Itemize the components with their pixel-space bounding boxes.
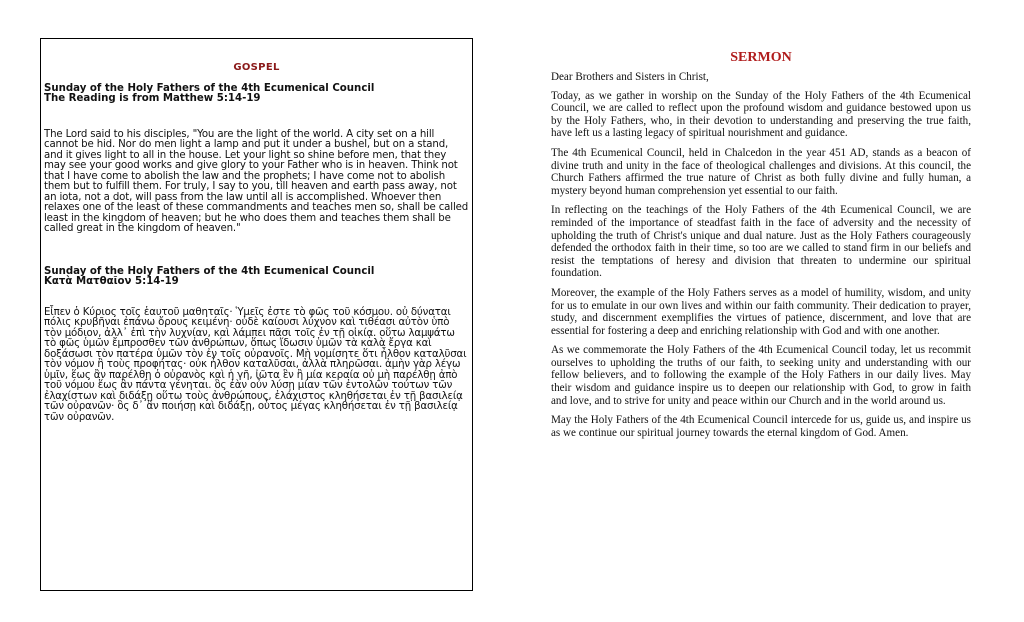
gospel-panel (40, 38, 473, 591)
sermon-salutation: Dear Brothers and Sisters in Christ, (551, 71, 709, 83)
sermon-paragraph: As we commemorate the Holy Fathers of the 4th Ecumenical Council today, let us recommit ourselves to upholding the truths of our faith, to seeking unity and understanding with our fellow believers, and to following the example of the Holy Fathers in our daily lives. May their wisdom and guidance inspire us to deepen our relationship with God, to grow in faith and love, and to strive for unity and peace within our Church and in the world around us. (551, 344, 971, 407)
sermon-paragraph: Moreover, the example of the Holy Fathers serves as a model of humility, wisdom, and unity for us to emulate in our own lives and within our faith community. Their dedication to prayer, study, and discernment exemplifies the virtues of patience, discernment, and love that are essential for fostering a deep and enriching relationship with God and with one another. (551, 286, 971, 337)
sermon-paragraph: In reflecting on the teachings of the Holy Fathers of the 4th Ecumenical Council, we are reminded of the importance of steadfast faith in the face of adversity and the necessity of upholding the truth of Christ's unique and dual nature. Just as the Holy Fathers courageously defended the orthodox faith in their time, so too are we called to stand firm in our beliefs and resist the temptations of heresy and division that threaten to undermine our spiritual foundation. (551, 204, 971, 280)
sermon-paragraph: The 4th Ecumenical Council, held in Chalcedon in the year 451 AD, stands as a beacon of divine truth and unity in the face of theological challenges and divisions. At this council, the Church Fathers affirmed the true nature of Christ as both fully divine and fully human, a mystery beyond human comprehension yet essential to our faith. (551, 146, 971, 197)
gospel-title: GOSPEL (233, 62, 280, 73)
sermon-title: SERMON (730, 50, 792, 65)
gospel-english-heading-line2: The Reading is from Matthew 5:14-19 (44, 93, 261, 104)
gospel-greek-heading-line2: Κατὰ Ματθαῖον 5:14-19 (44, 276, 179, 287)
sermon-paragraph: May the Holy Fathers of the 4th Ecumenical Council intercede for us, guide us, and inspire us as we continue our spiritual journey towards the eternal kingdom of God. Amen. (551, 414, 971, 439)
sermon-column (551, 50, 971, 446)
sermon-paragraph: Today, as we gather in worship on the Sunday of the Holy Fathers of the 4th Ecumenical Council, we are called to reflect upon the profound wisdom and guidance bestowed upon us by the Holy Fathers, who, in their devotion to understanding and preserving the true faith, have left us a lasting legacy of spiritual nourishment and guidance. (551, 89, 971, 140)
gospel-greek-heading (44, 267, 469, 288)
gospel-english-text: The Lord said to his disciples, "You are the light of the world. A city set on a hill cannot be hid. Nor do men light a lamp and put it under a bushel, but on a stand, and it gives light to all in the house. Let your light so shine before men, that they may see your good works and give glory to your Father who is in heaven. Think not that I have come to abolish the law and the prophets; I have come not to abolish them but to fulfill them. For truly, I say to you, till heaven and earth pass away, not an iota, not a dot, will pass from the law until all is accomplished. Whoever then relaxes one of the least of these commandments and teaches men so, shall be called least in the kingdom of heaven; but he who does them and teaches them shall be called great in the kingdom of heaven." (44, 128, 469, 234)
gospel-greek-heading-line1: Sunday of the Holy Fathers of the 4th Ecumenical Council (44, 265, 375, 277)
gospel-english-heading-line1: Sunday of the Holy Fathers of the 4th Ecumenical Council (44, 82, 375, 94)
gospel-english-heading (44, 84, 469, 105)
gospel-greek-text: Εἶπεν ὁ Κύριος τοῖς ἑαυτοῦ μαθηταῖς· Ὑμεῖς ἐστε τὸ φῶς τοῦ κόσμου. οὐ δύναται πόλις κρυβῆναι ἐπάνω ὄρους κειμένη· οὐδὲ καίουσι λύχνον καὶ τιθέασι αὐτὸν ὑπὸ τὸν μόδιον, ἀλλ᾿ ἐπὶ τὴν λυχνίαν, καὶ λάμπει πᾶσι τοῖς ἐν τῇ οἰκίᾳ. οὕτω λαμψάτω τὸ φῶς ὑμῶν ἔμπροσθεν τῶν ἀνθρώπων, ὅπως ἴδωσιν ὑμῶν τὰ καλὰ ἔργα καὶ δοξάσωσι τὸν πατέρα ὑμῶν τὸν ἐν τοῖς οὐρανοῖς. Μὴ νομίσητε ὅτι ἦλθον καταλῦσαι τὸν νόμον ἢ τοὺς προφήτας· οὐκ ἦλθον καταλῦσαι, ἀλλὰ πληρῶσαι. ἀμὴν γὰρ λέγω ὑμῖν, ἕως ἂν παρέλθῃ ὁ οὐρανὸς καὶ ἡ γῆ, ἰῶτα ἓν ἢ μία κεραία οὐ μὴ παρέλθῃ ἀπὸ τοῦ νόμου ἕως ἂν πάντα γένηται. ὃς ἐὰν οὖν λύσῃ μίαν τῶν ἐντολῶν τούτων τῶν ἐλαχίστων καὶ διδάξῃ οὕτω τοὺς ἀνθρώπους, ἐλάχιστος κληθήσεται ἐν τῇ βασιλείᾳ τῶν οὐρανῶν· ὃς δ᾿ ἂν ποιήσῃ καὶ διδάξῃ, οὗτος μέγας κληθήσεται ἐν τῇ βασιλείᾳ τῶν οὐρανῶν. (44, 306, 467, 423)
